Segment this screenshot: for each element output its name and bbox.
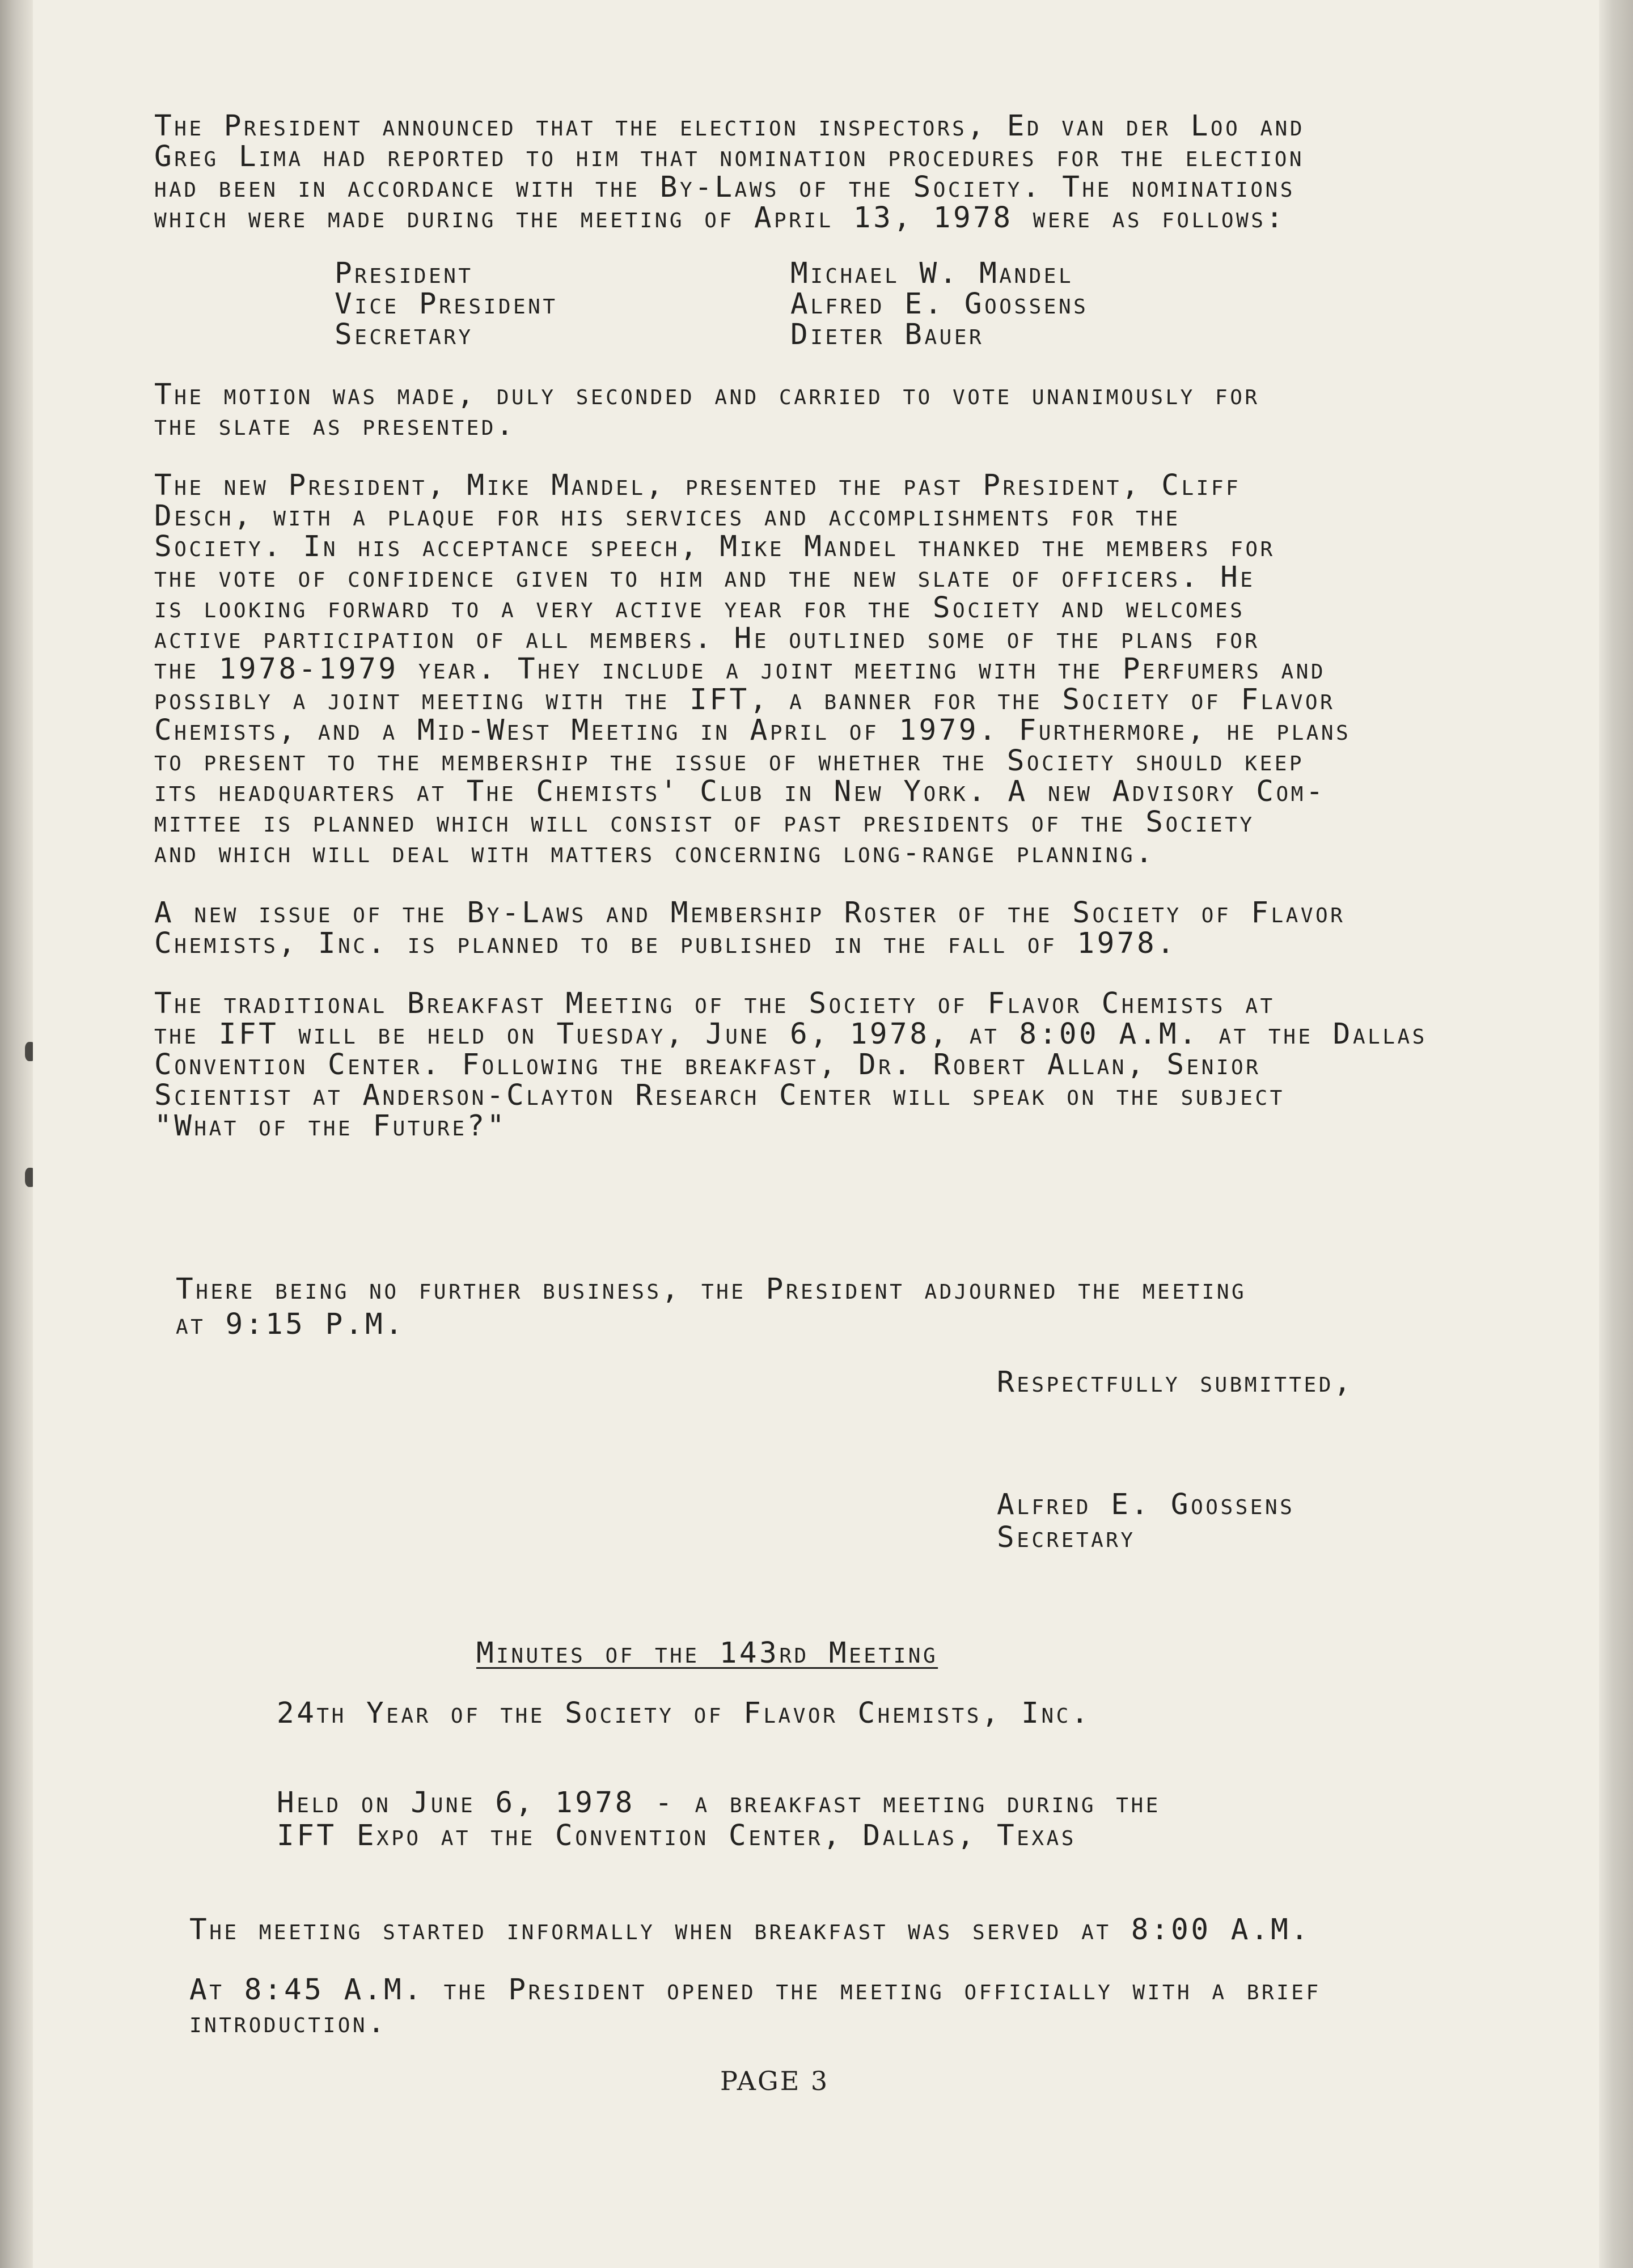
text-line: The traditional Breakfast Meeting of the Society of Flavor Chemists at xyxy=(154,987,1275,1020)
text-line: active participation of all members. He outlined some of the plans for xyxy=(154,622,1260,655)
page-number: PAGE 3 xyxy=(720,2066,830,2096)
text-line: the vote of confidence given to him and the new slate of officers. He xyxy=(154,561,1255,594)
text-line: The President announced that the election inspectors, Ed van der Loo and xyxy=(154,109,1305,143)
nomination-name: Dieter Bauer xyxy=(790,318,984,351)
closing: Respectfully submitted, xyxy=(997,1366,1354,1399)
nomination-name: Michael W. Mandel xyxy=(790,257,1074,290)
text-line: its headquarters at The Chemists' Club in New York. A new Advisory Com- xyxy=(154,775,1326,808)
nomination-office: Vice President xyxy=(335,287,558,321)
text-line: Scientist at Anderson-Clayton Research Center will speak on the subject xyxy=(154,1079,1285,1112)
document-page xyxy=(33,0,1599,2268)
text-line: IFT Expo at the Convention Center, Dallas, Texas xyxy=(277,1819,1076,1852)
text-line: Society. In his acceptance speech, Mike Mandel thanked the members for xyxy=(154,530,1275,563)
text-line: the slate as presented. xyxy=(154,409,517,442)
text-line: the IFT will be held on Tuesday, June 6, 1978, at 8:00 A.M. at the Dallas xyxy=(154,1018,1427,1051)
text-line: "What of the Future?" xyxy=(154,1109,507,1143)
text-line: and which will deal with matters concerning long-range planning. xyxy=(154,836,1156,870)
minutes-heading: Minutes of the 143rd Meeting xyxy=(476,1637,938,1670)
text-line: is looking forward to a very active year for the Society and welcomes xyxy=(154,591,1245,625)
binding-spine xyxy=(0,0,33,2268)
text-line: Chemists, and a Mid-West Meeting in April of 1979. Furthermore, he plans xyxy=(154,714,1351,747)
nomination-name: Alfred E. Goossens xyxy=(790,287,1089,321)
text-line: which were made during the meeting of April 13, 1978 were as follows: xyxy=(154,201,1286,235)
text-line: There being no further business, the President adjourned the meeting xyxy=(176,1273,1247,1306)
text-line: The motion was made, duly seconded and carried to vote unanimously for xyxy=(154,378,1260,412)
text-line: Chemists, Inc. is planned to be published in the fall of 1978. xyxy=(154,927,1177,960)
text-line: At 8:45 A.M. the President opened the meeting officially with a brief xyxy=(189,1973,1321,2007)
text-line: Desch, with a plaque for his services and accomplishments for the xyxy=(154,499,1181,533)
text-line: to present to the membership the issue of whether the Society should keep xyxy=(154,744,1305,778)
text-line: Greg Lima had reported to him that nomination procedures for the election xyxy=(154,140,1305,173)
nomination-office: Secretary xyxy=(335,318,473,351)
nomination-office: President xyxy=(335,257,473,290)
text-line: The meeting started informally when breakfast was served at 8:00 A.M. xyxy=(189,1913,1311,1947)
signature-title: Secretary xyxy=(997,1521,1136,1554)
text-line: at 9:15 P.M. xyxy=(176,1308,405,1341)
text-line: Held on June 6, 1978 - a breakfast meeting during the xyxy=(277,1786,1161,1820)
signature-name: Alfred E. Goossens xyxy=(997,1488,1295,1521)
text-line: mittee is planned which will consist of past presidents of the Society xyxy=(154,806,1255,839)
text-line: A new issue of the By-Laws and Membership Roster of the Society of Flavor xyxy=(154,896,1346,930)
minutes-year: 24th Year of the Society of Flavor Chemists, Inc. xyxy=(277,1697,1092,1730)
text-line: had been in accordance with the By-Laws of the Society. The nominations xyxy=(154,171,1295,204)
text-line: the 1978-1979 year. They include a joint meeting with the Perfumers and xyxy=(154,652,1326,686)
page-edge xyxy=(1599,0,1633,2268)
text-line: possibly a joint meeting with the IFT, a banner for the Society of Flavor xyxy=(154,683,1335,717)
text-line: Convention Center. Following the breakfast, Dr. Robert Allan, Senior xyxy=(154,1048,1261,1082)
text-line: introduction. xyxy=(189,2006,388,2040)
text-line: The new President, Mike Mandel, presented the past President, Cliff xyxy=(154,469,1241,502)
